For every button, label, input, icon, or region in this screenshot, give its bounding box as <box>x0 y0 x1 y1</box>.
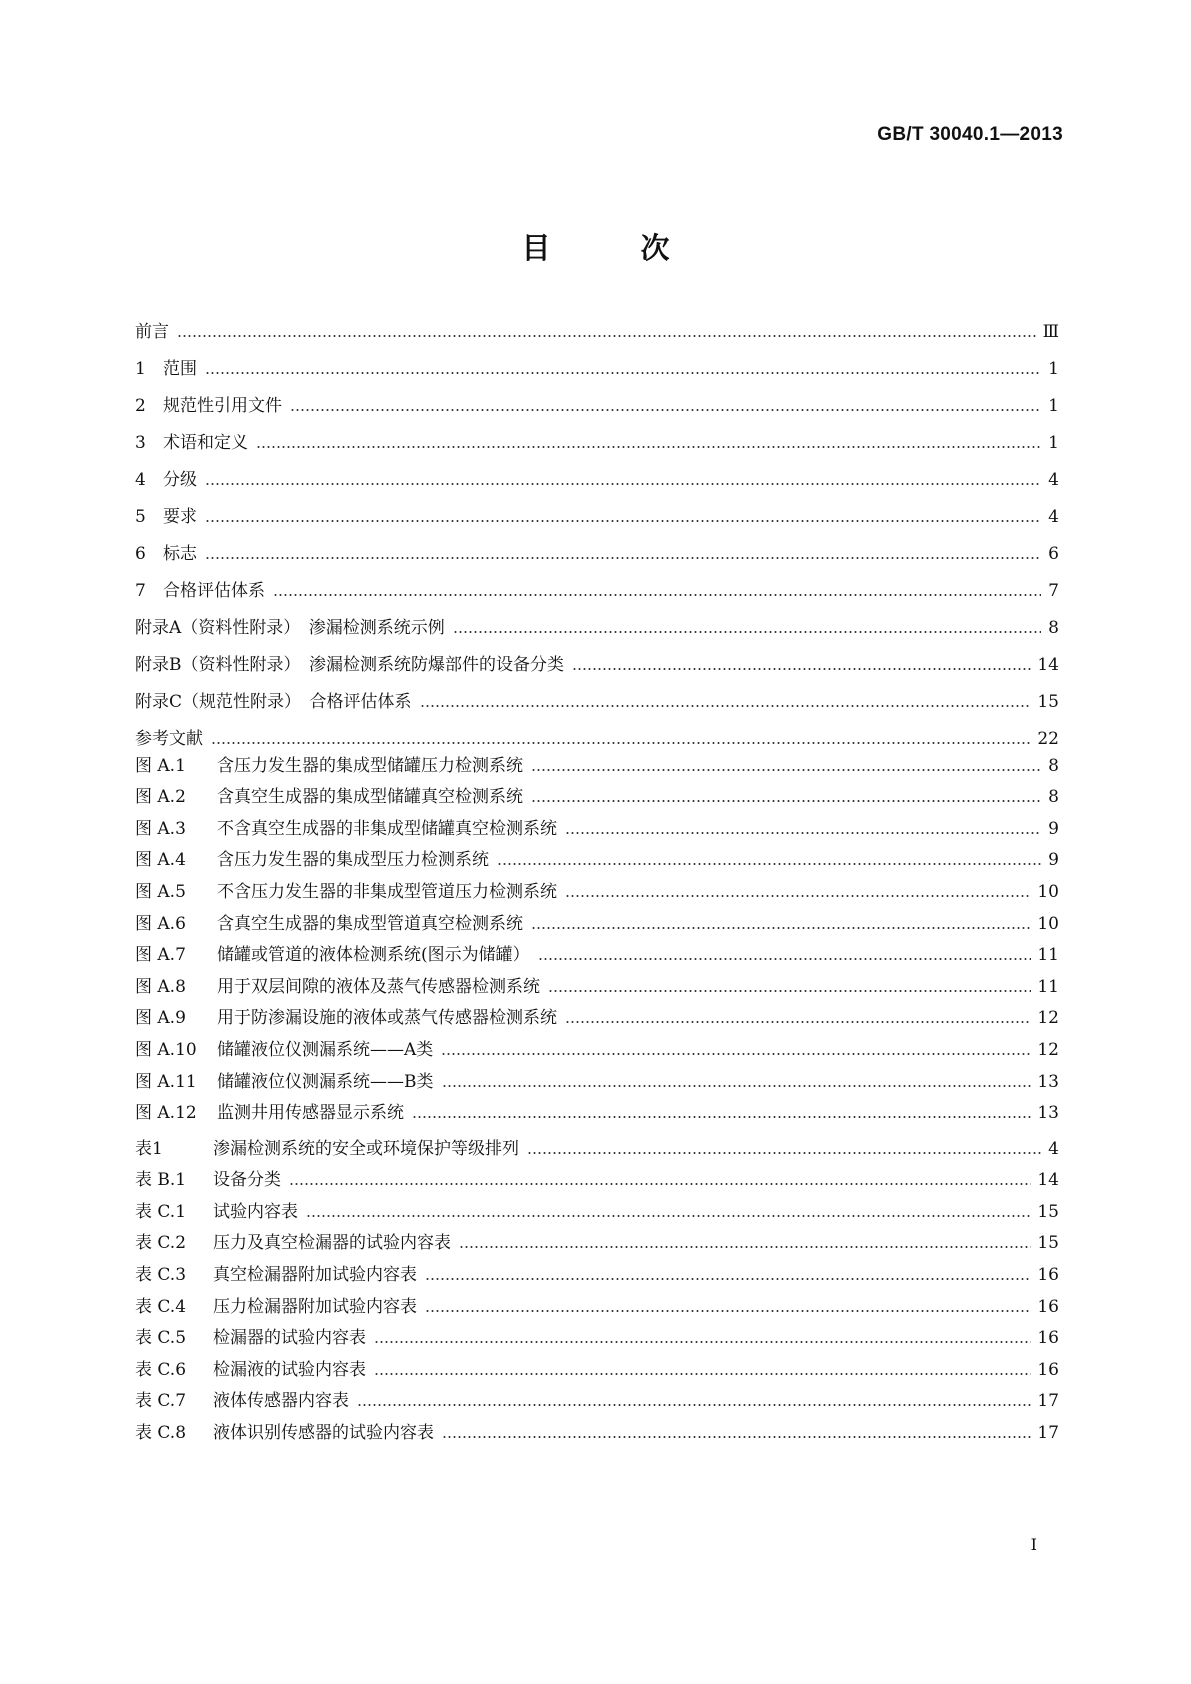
toc-entry[interactable] <box>135 1127 1059 1159</box>
toc-entry-number: 表 B.1 <box>135 1170 187 1191</box>
toc-entry[interactable] <box>135 638 1059 675</box>
toc-entry[interactable] <box>135 1222 1059 1254</box>
toc-entry[interactable] <box>135 1253 1059 1285</box>
toc-entry-number: 表 C.3 <box>135 1264 187 1285</box>
toc-entry-title <box>135 1228 451 1253</box>
dot-leader <box>453 631 1041 633</box>
toc-entry-title <box>135 1355 366 1380</box>
toc-entry-page: 6 <box>1048 544 1059 564</box>
toc-entry-page: 10 <box>1037 881 1059 902</box>
toc-entry-page: 4 <box>1048 1138 1059 1159</box>
toc-entry-number: 图 A.2 <box>135 787 186 808</box>
toc-entry-page: 7 <box>1048 581 1059 601</box>
toc-entry-label: 附录C（规范性附录） 合格评估体系 <box>135 692 412 712</box>
toc-entry-label: 用于防渗漏设施的液体或蒸气传感器检测系统 <box>217 1008 557 1029</box>
dot-leader <box>531 927 1031 929</box>
toc-entry-page: 15 <box>1037 1201 1059 1222</box>
toc-entry-title <box>135 1003 557 1028</box>
toc-entry-number: 4 <box>135 470 146 490</box>
dot-leader <box>548 990 1031 992</box>
toc-entry-page: 1 <box>1048 433 1059 453</box>
dot-leader <box>531 800 1041 802</box>
dot-leader <box>572 668 1031 670</box>
toc-entry-title <box>135 782 523 807</box>
dot-leader <box>441 1053 1031 1055</box>
toc-entry-title <box>135 1098 404 1123</box>
toc-entry-title <box>135 354 197 379</box>
toc-entry-number: 图 A.11 <box>135 1071 197 1092</box>
toc-entry-title <box>135 845 489 870</box>
toc-entry-title <box>135 317 169 342</box>
toc-entry-page: 16 <box>1037 1359 1059 1380</box>
toc-entry-label: 含真空生成器的集成型管道真空检测系统 <box>217 913 523 934</box>
toc-entry-page: 4 <box>1048 470 1059 490</box>
dot-leader <box>374 1341 1031 1343</box>
toc-entry[interactable] <box>135 744 1059 776</box>
toc-entry-label: 储罐或管道的液体检测系统(图示为储罐） <box>217 945 530 966</box>
toc-entry[interactable] <box>135 870 1059 902</box>
toc-entry-title <box>135 877 557 902</box>
dot-leader <box>527 1152 1041 1154</box>
dot-leader <box>177 335 1037 337</box>
toc-entry-page: 8 <box>1048 787 1059 808</box>
dot-leader <box>442 1436 1031 1438</box>
toc-entry-label: 分级 <box>163 470 197 490</box>
toc-entry-label: 规范性引用文件 <box>163 396 282 416</box>
toc-entry-page: 16 <box>1037 1296 1059 1317</box>
toc-tables <box>135 1127 1059 1443</box>
toc-entry-title <box>135 1260 417 1285</box>
toc-entry-page: 15 <box>1037 1233 1059 1254</box>
toc-entry-page: Ⅲ <box>1042 322 1059 342</box>
toc-entry-title <box>135 1035 433 1060</box>
dot-leader <box>565 832 1041 834</box>
toc-entry-number: 表 C.7 <box>135 1391 187 1412</box>
toc-entry[interactable] <box>135 1190 1059 1222</box>
toc-entry[interactable] <box>135 902 1059 934</box>
toc-entry-page: 1 <box>1048 396 1059 416</box>
toc-entry-title <box>135 391 282 416</box>
toc-entry-page: 16 <box>1037 1328 1059 1349</box>
dot-leader <box>306 1215 1031 1217</box>
toc-entry-label: 标志 <box>163 544 197 564</box>
dot-leader <box>459 1246 1031 1248</box>
dot-leader <box>497 863 1041 865</box>
toc-entry-label: 真空检漏器附加试验内容表 <box>213 1264 417 1285</box>
toc-entry-number: 图 A.3 <box>135 818 186 839</box>
toc-entry-number: 表 C.2 <box>135 1233 187 1254</box>
toc-entry-label: 液体识别传感器的试验内容表 <box>213 1422 434 1443</box>
toc-entry-page: 17 <box>1037 1391 1059 1412</box>
toc-entry-title <box>135 576 265 601</box>
toc-entry-number: 图 A.12 <box>135 1103 197 1124</box>
toc-entry-title <box>135 465 197 490</box>
page-title: 目 次 <box>521 231 710 265</box>
toc-entry-number: 表 C.6 <box>135 1359 187 1380</box>
dot-leader <box>273 594 1041 596</box>
toc-entry-title <box>135 909 523 934</box>
toc-entry-number: 表 C.8 <box>135 1422 187 1443</box>
toc-entry-title <box>135 1323 366 1348</box>
dot-leader <box>531 769 1041 771</box>
toc-entry-label: 要求 <box>163 507 197 527</box>
toc-entry[interactable] <box>135 305 1059 342</box>
toc-entry[interactable] <box>135 1348 1059 1380</box>
dot-leader <box>205 520 1041 522</box>
toc-entry-label: 储罐液位仪测漏系统——A类 <box>217 1039 434 1060</box>
dot-leader <box>290 409 1041 411</box>
toc-entry-page: 12 <box>1037 1039 1059 1060</box>
toc-entry-title <box>135 751 523 776</box>
toc-entry-number: 图 A.1 <box>135 755 186 776</box>
toc-entry-number: 图 A.6 <box>135 913 186 934</box>
toc-entry-title <box>135 814 557 839</box>
toc-entry-page: 22 <box>1037 729 1059 749</box>
toc-entry-label: 监测井用传感器显示系统 <box>217 1103 404 1124</box>
toc-entry[interactable] <box>135 453 1059 490</box>
toc-entry-page: 12 <box>1037 1008 1059 1029</box>
toc-entry[interactable] <box>135 1411 1059 1443</box>
toc-entry-number: 表 C.1 <box>135 1201 187 1222</box>
toc-entry-label: 设备分类 <box>213 1170 281 1191</box>
dot-leader <box>289 1183 1031 1185</box>
toc-entry-page: 17 <box>1037 1422 1059 1443</box>
toc-entry-label: 附录B（资料性附录） 渗漏检测系统防爆部件的设备分类 <box>135 655 564 675</box>
dot-leader <box>442 1085 1032 1087</box>
dot-leader <box>565 1021 1031 1023</box>
toc-entry-number: 表 C.5 <box>135 1328 187 1349</box>
dot-leader <box>425 1310 1031 1312</box>
toc-entry-label: 压力及真空检漏器的试验内容表 <box>213 1233 451 1254</box>
toc-entry-page: 10 <box>1037 913 1059 934</box>
toc-entry-page: 8 <box>1048 755 1059 776</box>
toc-entry[interactable] <box>135 965 1059 997</box>
toc-entry-number: 3 <box>135 433 146 453</box>
toc-entry-page: 9 <box>1048 818 1059 839</box>
toc-entry-title <box>135 1165 281 1190</box>
toc-entry-title <box>135 502 197 527</box>
toc-entry-page: 13 <box>1037 1071 1059 1092</box>
toc-entry[interactable] <box>135 1028 1059 1060</box>
toc-entry-title <box>135 940 530 965</box>
toc-entry-label: 压力检漏器附加试验内容表 <box>213 1296 417 1317</box>
toc-entry[interactable] <box>135 379 1059 416</box>
toc-entry[interactable] <box>135 1060 1059 1092</box>
toc-entry-label: 含压力发生器的集成型储罐压力检测系统 <box>217 755 523 776</box>
toc-entry-label: 含真空生成器的集成型储罐真空检测系统 <box>217 787 523 808</box>
toc-entry-page: 15 <box>1037 692 1059 712</box>
toc-entry-title <box>135 687 412 712</box>
dot-leader <box>256 446 1041 448</box>
toc-entry-page: 14 <box>1037 1170 1059 1191</box>
dot-leader <box>538 958 1032 960</box>
toc-entry-label: 不含压力发生器的非集成型管道压力检测系统 <box>217 881 557 902</box>
toc-main <box>135 305 1059 749</box>
toc-entry-number: 图 A.5 <box>135 881 186 902</box>
toc-entry[interactable] <box>135 1092 1059 1124</box>
toc-entry-page: 1 <box>1048 359 1059 379</box>
toc-entry-label: 试验内容表 <box>213 1201 298 1222</box>
toc-entry-title <box>135 1197 298 1222</box>
toc-entry-page: 11 <box>1037 945 1059 966</box>
dot-leader <box>565 895 1031 897</box>
toc-entry-number: 表1 <box>135 1138 163 1159</box>
toc-entry-page: 8 <box>1048 618 1059 638</box>
dot-leader <box>412 1116 1031 1118</box>
dot-leader <box>205 557 1041 559</box>
toc-entry-label: 含压力发生器的集成型压力检测系统 <box>217 850 489 871</box>
dot-leader <box>374 1373 1031 1375</box>
toc-entry[interactable] <box>135 1159 1059 1191</box>
toc-entry[interactable] <box>135 1317 1059 1349</box>
dot-leader <box>205 483 1041 485</box>
toc-entry-number: 5 <box>135 507 146 527</box>
toc-entry[interactable] <box>135 776 1059 808</box>
toc-entry[interactable] <box>135 807 1059 839</box>
toc-entry-number: 7 <box>135 581 146 601</box>
toc-entry-number: 1 <box>135 359 146 379</box>
toc-entry-label: 渗漏检测系统的安全或环境保护等级排列 <box>213 1138 519 1159</box>
toc-entry-page: 11 <box>1037 976 1059 997</box>
toc-entry-label: 前言 <box>135 322 169 342</box>
toc-entry-label: 合格评估体系 <box>163 581 265 601</box>
toc-entry[interactable] <box>135 416 1059 453</box>
toc-entry-title <box>135 972 540 997</box>
toc-entry-number: 6 <box>135 544 146 564</box>
toc-entry-title <box>135 613 445 638</box>
dot-leader <box>425 1278 1031 1280</box>
toc-entry-page: 14 <box>1037 655 1059 675</box>
toc-entry[interactable] <box>135 675 1059 712</box>
page-number: I <box>1030 1535 1037 1554</box>
toc-entry-page: 4 <box>1048 507 1059 527</box>
toc-entry[interactable] <box>135 527 1059 564</box>
toc-entry-page: 13 <box>1037 1103 1059 1124</box>
dot-leader <box>205 372 1041 374</box>
toc-entry-label: 检漏液的试验内容表 <box>213 1359 366 1380</box>
toc-entry-number: 图 A.8 <box>135 976 186 997</box>
toc-entry-label: 不含真空生成器的非集成型储罐真空检测系统 <box>217 818 557 839</box>
toc-entry-title <box>135 1386 349 1411</box>
toc-entry[interactable] <box>135 1380 1059 1412</box>
toc-entry-label: 用于双层间隙的液体及蒸气传感器检测系统 <box>217 976 540 997</box>
toc-entry-number: 图 A.10 <box>135 1039 197 1060</box>
toc-entry-number: 图 A.9 <box>135 1008 186 1029</box>
toc-figures <box>135 744 1059 1123</box>
toc-entry-label: 液体传感器内容表 <box>213 1391 349 1412</box>
toc-entry-title <box>135 1292 417 1317</box>
toc-entry[interactable] <box>135 934 1059 966</box>
dot-leader <box>357 1404 1031 1406</box>
toc-entry-label: 储罐液位仪测漏系统——B类 <box>217 1071 434 1092</box>
toc-entry-number: 表 C.4 <box>135 1296 187 1317</box>
toc-entry-number: 图 A.4 <box>135 850 186 871</box>
toc-entry-title <box>135 428 248 453</box>
toc-entry-number: 图 A.7 <box>135 945 186 966</box>
toc-entry-page: 16 <box>1037 1264 1059 1285</box>
toc-entry-title <box>135 1418 434 1443</box>
toc-entry-label: 检漏器的试验内容表 <box>213 1328 366 1349</box>
dot-leader <box>420 705 1032 707</box>
toc-entry-label: 参考文献 <box>135 729 203 749</box>
toc-entry-label: 附录A（资料性附录） 渗漏检测系统示例 <box>135 618 445 638</box>
toc-entry[interactable] <box>135 601 1059 638</box>
toc-entry-number: 2 <box>135 396 146 416</box>
toc-entry-title <box>135 1067 434 1092</box>
standard-code: GB/T 30040.1—2013 <box>877 124 1063 145</box>
toc-entry[interactable] <box>135 997 1059 1029</box>
toc-entry[interactable] <box>135 342 1059 379</box>
toc-entry-label: 范围 <box>163 359 197 379</box>
toc-entry-label: 术语和定义 <box>163 433 248 453</box>
toc-entry-page: 9 <box>1048 850 1059 871</box>
toc-entry-title <box>135 1134 519 1159</box>
toc-entry-title <box>135 650 564 675</box>
toc-entry-title <box>135 539 197 564</box>
toc-entry[interactable] <box>135 490 1059 527</box>
toc-entry[interactable] <box>135 1285 1059 1317</box>
toc-entry[interactable] <box>135 564 1059 601</box>
toc-entry[interactable] <box>135 839 1059 871</box>
